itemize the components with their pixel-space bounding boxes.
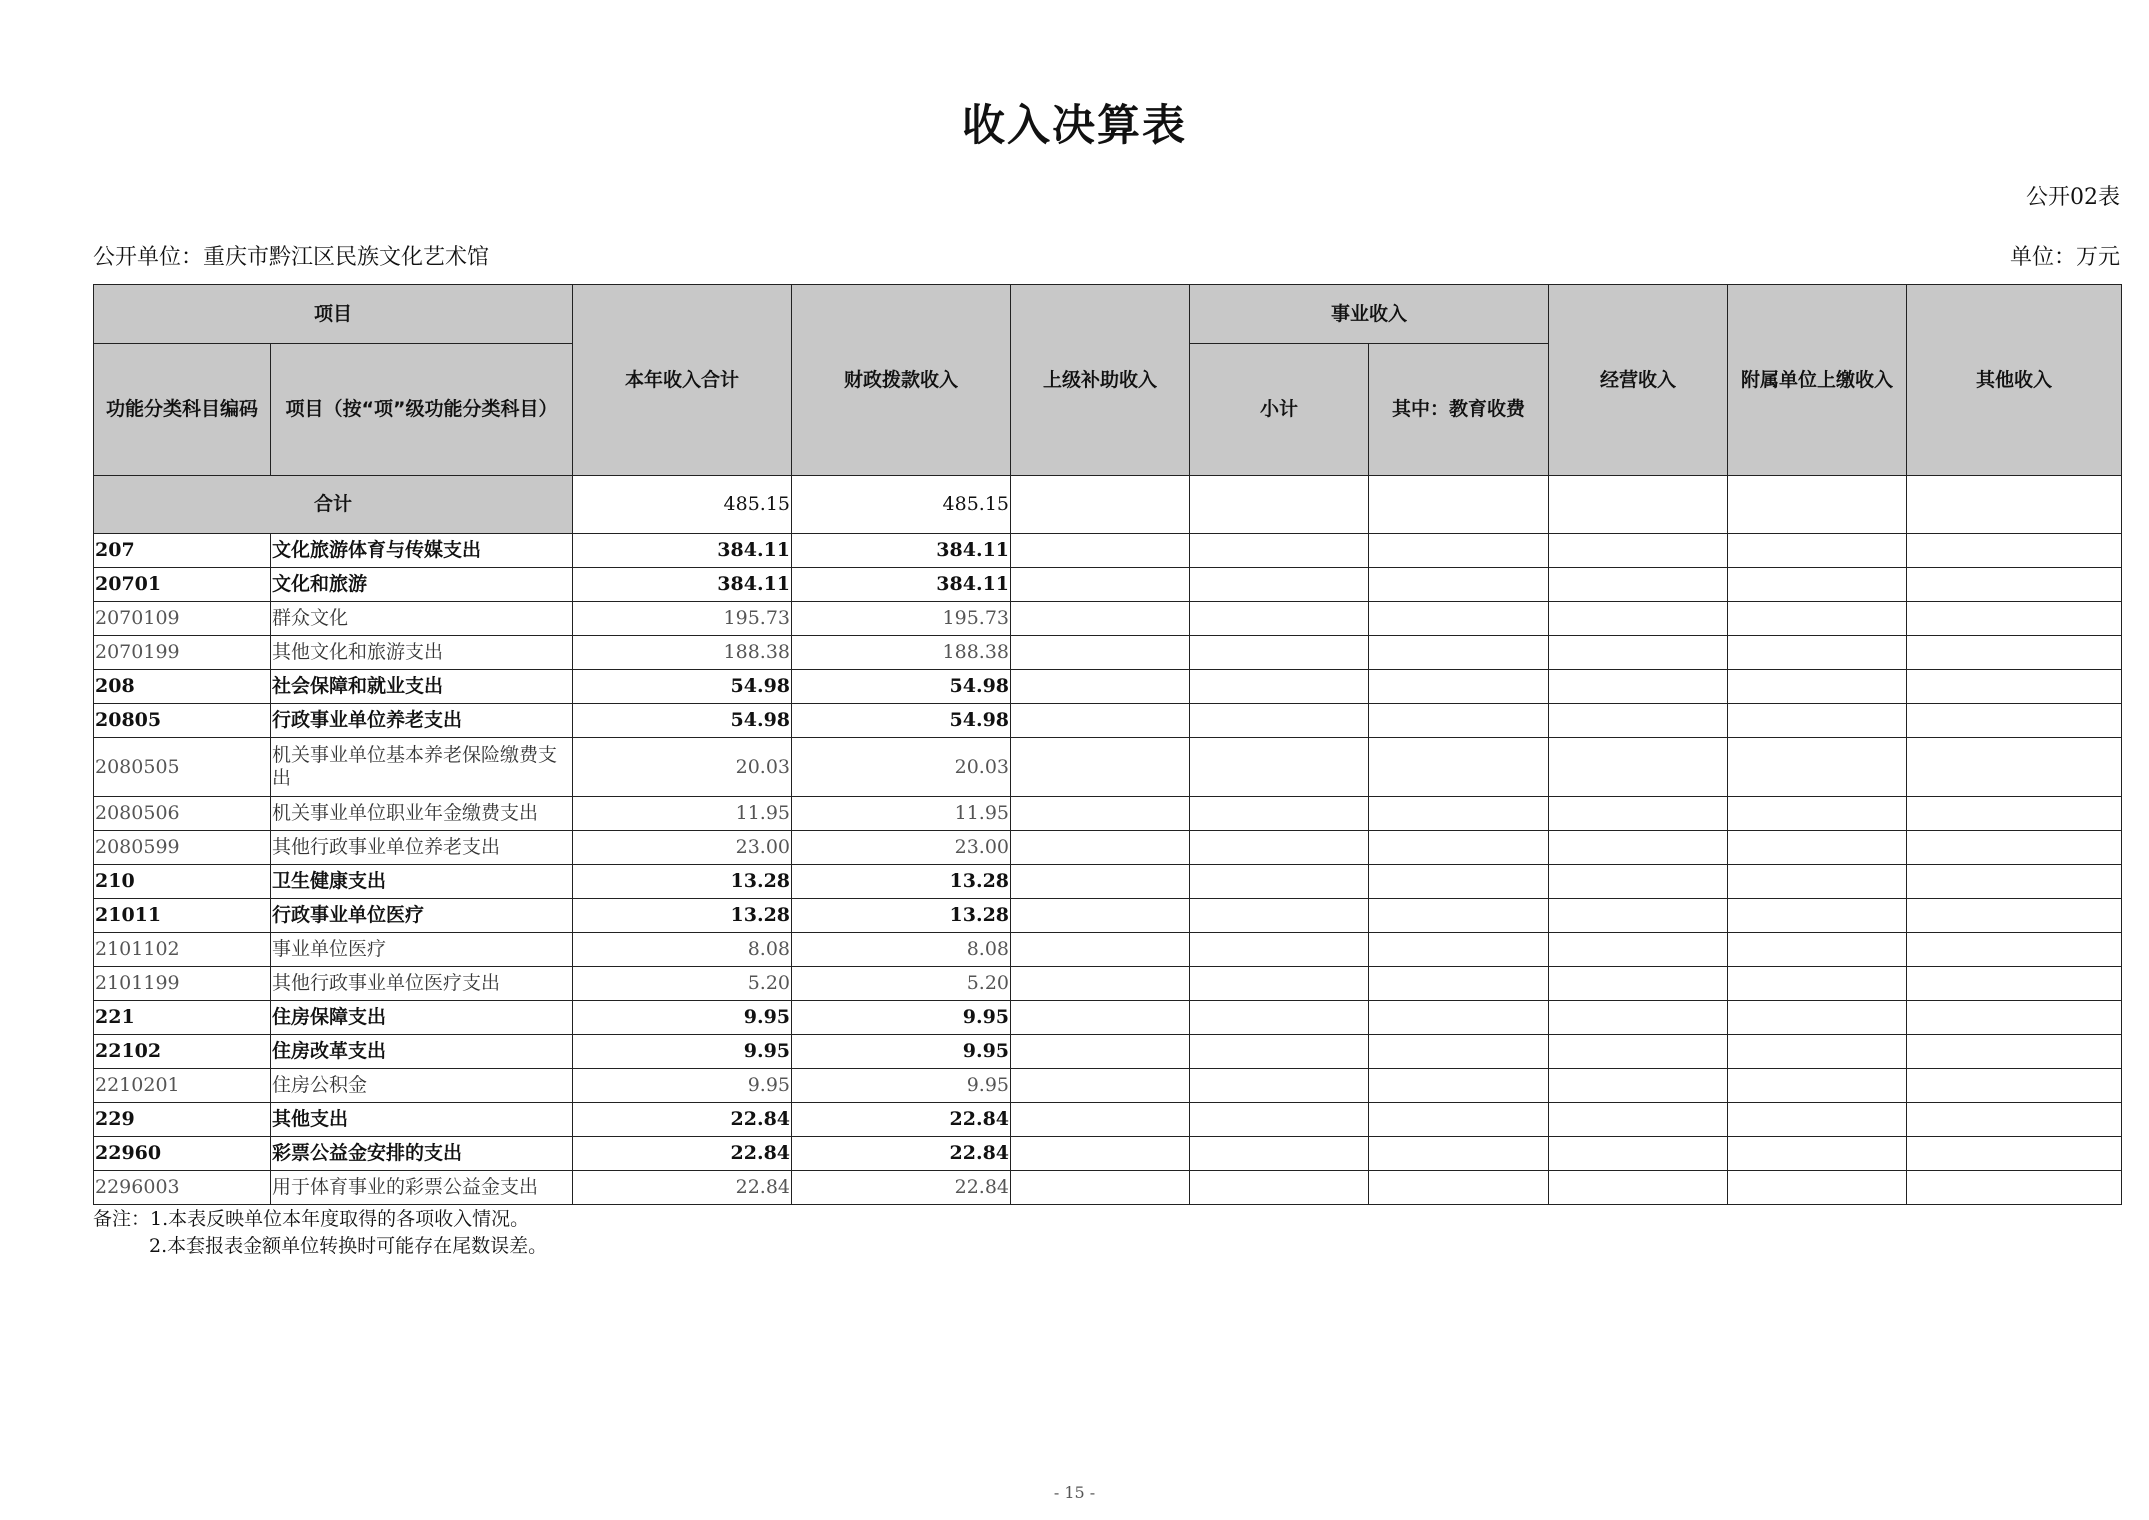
table-row xyxy=(94,1171,2122,1205)
empty-cell xyxy=(1907,602,2122,636)
total-income-cell: 54.98 xyxy=(573,704,792,738)
item-name-cell: 文化旅游体育与传媒支出 xyxy=(271,534,573,568)
total-income-cell: 11.95 xyxy=(573,797,792,831)
empty-cell xyxy=(1011,967,1190,1001)
code-cell: 229 xyxy=(94,1103,271,1137)
empty-cell xyxy=(1549,568,1728,602)
total-fiscal-cell: 485.15 xyxy=(792,476,1011,534)
item-name-cell: 群众文化 xyxy=(271,602,573,636)
empty-cell xyxy=(1011,831,1190,865)
table-row xyxy=(94,865,2122,899)
empty-cell xyxy=(1190,738,1369,797)
total-income-cell: 188.38 xyxy=(573,636,792,670)
form-number: 公开02表 xyxy=(2026,185,2120,210)
empty-cell xyxy=(1011,865,1190,899)
total-income-cell: 9.95 xyxy=(573,1069,792,1103)
empty-cell xyxy=(1907,534,2122,568)
empty-cell xyxy=(1728,1001,1907,1035)
empty-cell xyxy=(1190,899,1369,933)
code-cell: 22102 xyxy=(94,1035,271,1069)
empty-cell xyxy=(1549,797,1728,831)
fiscal-cell: 9.95 xyxy=(792,1069,1011,1103)
code-cell: 22960 xyxy=(94,1137,271,1171)
empty-cell xyxy=(1728,865,1907,899)
currency-unit: 单位：万元 xyxy=(2009,245,2120,270)
empty-cell xyxy=(1728,738,1907,797)
empty-cell xyxy=(1369,1001,1549,1035)
item-name-cell: 社会保障和就业支出 xyxy=(271,670,573,704)
table-row xyxy=(94,670,2122,704)
fiscal-cell: 195.73 xyxy=(792,602,1011,636)
item-name-cell: 住房公积金 xyxy=(271,1069,573,1103)
empty-cell xyxy=(1907,1069,2122,1103)
empty-cell xyxy=(1549,1069,1728,1103)
empty-cell xyxy=(1190,1069,1369,1103)
header-operating: 经营收入 xyxy=(1549,285,1728,476)
empty-cell xyxy=(1907,476,2122,534)
empty-cell xyxy=(1549,476,1728,534)
empty-cell xyxy=(1369,602,1549,636)
empty-cell xyxy=(1369,865,1549,899)
total-income-cell: 384.11 xyxy=(573,568,792,602)
empty-cell xyxy=(1190,636,1369,670)
total-income-cell: 9.95 xyxy=(573,1035,792,1069)
total-income-cell: 22.84 xyxy=(573,1137,792,1171)
empty-cell xyxy=(1549,534,1728,568)
empty-cell xyxy=(1549,933,1728,967)
empty-cell xyxy=(1011,899,1190,933)
header-education-fee: 其中：教育收费 xyxy=(1369,344,1549,476)
empty-cell xyxy=(1190,704,1369,738)
empty-cell xyxy=(1369,1069,1549,1103)
table-row xyxy=(94,568,2122,602)
table-row xyxy=(94,738,2122,797)
fiscal-cell: 54.98 xyxy=(792,670,1011,704)
total-income-cell: 13.28 xyxy=(573,899,792,933)
header-superior-subsidy: 上级补助收入 xyxy=(1011,285,1190,476)
table-row xyxy=(94,1137,2122,1171)
code-cell: 208 xyxy=(94,670,271,704)
item-name-cell: 彩票公益金安排的支出 xyxy=(271,1137,573,1171)
income-table xyxy=(93,284,2122,1205)
table-row xyxy=(94,831,2122,865)
empty-cell xyxy=(1369,738,1549,797)
fiscal-cell: 13.28 xyxy=(792,899,1011,933)
empty-cell xyxy=(1369,704,1549,738)
empty-cell xyxy=(1907,670,2122,704)
empty-cell xyxy=(1549,1171,1728,1205)
empty-cell xyxy=(1190,1035,1369,1069)
header-subtotal: 小计 xyxy=(1190,344,1369,476)
total-income-cell: 23.00 xyxy=(573,831,792,865)
code-cell: 2080506 xyxy=(94,797,271,831)
empty-cell xyxy=(1907,933,2122,967)
table-row xyxy=(94,1069,2122,1103)
empty-cell xyxy=(1190,933,1369,967)
item-name-cell: 行政事业单位医疗 xyxy=(271,899,573,933)
header-item: 项目（按“项”级功能分类科目） xyxy=(271,344,573,476)
empty-cell xyxy=(1190,865,1369,899)
empty-cell xyxy=(1549,967,1728,1001)
code-cell: 2080505 xyxy=(94,738,271,797)
empty-cell xyxy=(1190,797,1369,831)
total-income-cell: 485.15 xyxy=(573,476,792,534)
table-header xyxy=(94,285,2122,476)
empty-cell xyxy=(1369,967,1549,1001)
empty-cell xyxy=(1011,602,1190,636)
empty-cell xyxy=(1011,1069,1190,1103)
header-project-group: 项目 xyxy=(94,285,573,344)
empty-cell xyxy=(1369,1171,1549,1205)
empty-cell xyxy=(1011,1171,1190,1205)
empty-cell xyxy=(1369,636,1549,670)
empty-cell xyxy=(1369,831,1549,865)
total-income-cell: 22.84 xyxy=(573,1171,792,1205)
empty-cell xyxy=(1728,1035,1907,1069)
fiscal-cell: 22.84 xyxy=(792,1137,1011,1171)
fiscal-cell: 384.11 xyxy=(792,568,1011,602)
item-name-cell: 行政事业单位养老支出 xyxy=(271,704,573,738)
empty-cell xyxy=(1011,933,1190,967)
item-name-cell: 事业单位医疗 xyxy=(271,933,573,967)
header-fiscal: 财政拨款收入 xyxy=(792,285,1011,476)
empty-cell xyxy=(1190,1171,1369,1205)
code-cell: 221 xyxy=(94,1001,271,1035)
fiscal-cell: 384.11 xyxy=(792,534,1011,568)
empty-cell xyxy=(1549,602,1728,636)
empty-cell xyxy=(1369,1103,1549,1137)
table-row xyxy=(94,1103,2122,1137)
item-name-cell: 其他文化和旅游支出 xyxy=(271,636,573,670)
item-name-cell: 其他支出 xyxy=(271,1103,573,1137)
fiscal-cell: 54.98 xyxy=(792,704,1011,738)
empty-cell xyxy=(1728,1137,1907,1171)
empty-cell xyxy=(1907,1103,2122,1137)
empty-cell xyxy=(1907,636,2122,670)
empty-cell xyxy=(1549,1035,1728,1069)
empty-cell xyxy=(1369,1035,1549,1069)
empty-cell xyxy=(1728,1171,1907,1205)
total-income-cell: 13.28 xyxy=(573,865,792,899)
empty-cell xyxy=(1549,899,1728,933)
fiscal-cell: 8.08 xyxy=(792,933,1011,967)
header-total-income: 本年收入合计 xyxy=(573,285,792,476)
total-income-cell: 9.95 xyxy=(573,1001,792,1035)
empty-cell xyxy=(1011,670,1190,704)
empty-cell xyxy=(1907,1137,2122,1171)
fiscal-cell: 188.38 xyxy=(792,636,1011,670)
empty-cell xyxy=(1190,1137,1369,1171)
empty-cell xyxy=(1907,899,2122,933)
fiscal-cell: 11.95 xyxy=(792,797,1011,831)
table-row xyxy=(94,899,2122,933)
empty-cell xyxy=(1369,476,1549,534)
table-row xyxy=(94,534,2122,568)
empty-cell xyxy=(1190,670,1369,704)
fiscal-cell: 5.20 xyxy=(792,967,1011,1001)
code-cell: 210 xyxy=(94,865,271,899)
table-row xyxy=(94,602,2122,636)
empty-cell xyxy=(1728,797,1907,831)
empty-cell xyxy=(1011,534,1190,568)
total-label: 合计 xyxy=(94,476,573,534)
code-cell: 20701 xyxy=(94,568,271,602)
empty-cell xyxy=(1907,738,2122,797)
empty-cell xyxy=(1011,738,1190,797)
code-cell: 2101102 xyxy=(94,933,271,967)
empty-cell xyxy=(1011,1001,1190,1035)
table-row xyxy=(94,933,2122,967)
empty-cell xyxy=(1011,704,1190,738)
empty-cell xyxy=(1011,476,1190,534)
empty-cell xyxy=(1728,899,1907,933)
empty-cell xyxy=(1011,797,1190,831)
fiscal-cell: 22.84 xyxy=(792,1171,1011,1205)
table-body xyxy=(94,476,2122,1205)
empty-cell xyxy=(1728,568,1907,602)
empty-cell xyxy=(1011,636,1190,670)
table-row xyxy=(94,1001,2122,1035)
code-cell: 20805 xyxy=(94,704,271,738)
code-cell: 2101199 xyxy=(94,967,271,1001)
empty-cell xyxy=(1728,831,1907,865)
empty-cell xyxy=(1549,636,1728,670)
item-name-cell: 其他行政事业单位医疗支出 xyxy=(271,967,573,1001)
fiscal-cell: 20.03 xyxy=(792,738,1011,797)
empty-cell xyxy=(1549,1001,1728,1035)
empty-cell xyxy=(1907,568,2122,602)
empty-cell xyxy=(1728,933,1907,967)
empty-cell xyxy=(1728,967,1907,1001)
fiscal-cell: 22.84 xyxy=(792,1103,1011,1137)
header-code: 功能分类科目编码 xyxy=(94,344,271,476)
empty-cell xyxy=(1190,602,1369,636)
empty-cell xyxy=(1907,865,2122,899)
header-business-group: 事业收入 xyxy=(1190,285,1549,344)
header-other: 其他收入 xyxy=(1907,285,2122,476)
note-2: 2.本套报表金额单位转换时可能存在尾数误差。 xyxy=(149,1235,548,1257)
page-title: 收入决算表 xyxy=(962,101,1187,151)
code-cell: 21011 xyxy=(94,899,271,933)
empty-cell xyxy=(1907,967,2122,1001)
total-income-cell: 8.08 xyxy=(573,933,792,967)
empty-cell xyxy=(1907,797,2122,831)
empty-cell xyxy=(1907,831,2122,865)
code-cell: 2296003 xyxy=(94,1171,271,1205)
code-cell: 2070199 xyxy=(94,636,271,670)
item-name-cell: 住房保障支出 xyxy=(271,1001,573,1035)
empty-cell xyxy=(1728,670,1907,704)
table-row xyxy=(94,704,2122,738)
code-cell: 2070109 xyxy=(94,602,271,636)
empty-cell xyxy=(1907,1171,2122,1205)
empty-cell xyxy=(1549,865,1728,899)
empty-cell xyxy=(1190,568,1369,602)
empty-cell xyxy=(1728,1103,1907,1137)
empty-cell xyxy=(1369,933,1549,967)
empty-cell xyxy=(1190,1001,1369,1035)
empty-cell xyxy=(1728,1069,1907,1103)
empty-cell xyxy=(1011,1103,1190,1137)
empty-cell xyxy=(1011,1035,1190,1069)
empty-cell xyxy=(1549,670,1728,704)
total-income-cell: 20.03 xyxy=(573,738,792,797)
fiscal-cell: 9.95 xyxy=(792,1035,1011,1069)
fiscal-cell: 23.00 xyxy=(792,831,1011,865)
item-name-cell: 住房改革支出 xyxy=(271,1035,573,1069)
fiscal-cell: 13.28 xyxy=(792,865,1011,899)
empty-cell xyxy=(1728,476,1907,534)
fiscal-cell: 9.95 xyxy=(792,1001,1011,1035)
item-name-cell: 卫生健康支出 xyxy=(271,865,573,899)
total-income-cell: 384.11 xyxy=(573,534,792,568)
empty-cell xyxy=(1190,476,1369,534)
total-income-cell: 5.20 xyxy=(573,967,792,1001)
empty-cell xyxy=(1549,831,1728,865)
item-name-cell: 机关事业单位基本养老保险缴费支出 xyxy=(271,738,573,797)
table-row xyxy=(94,967,2122,1001)
empty-cell xyxy=(1549,704,1728,738)
empty-cell xyxy=(1369,1137,1549,1171)
total-row xyxy=(94,476,2122,534)
empty-cell xyxy=(1549,1103,1728,1137)
code-cell: 207 xyxy=(94,534,271,568)
empty-cell xyxy=(1549,738,1728,797)
item-name-cell: 其他行政事业单位养老支出 xyxy=(271,831,573,865)
item-name-cell: 文化和旅游 xyxy=(271,568,573,602)
empty-cell xyxy=(1728,534,1907,568)
empty-cell xyxy=(1907,1001,2122,1035)
table-row xyxy=(94,797,2122,831)
total-income-cell: 22.84 xyxy=(573,1103,792,1137)
total-income-cell: 195.73 xyxy=(573,602,792,636)
code-cell: 2080599 xyxy=(94,831,271,865)
empty-cell xyxy=(1728,704,1907,738)
header-affiliated: 附属单位上缴收入 xyxy=(1728,285,1907,476)
empty-cell xyxy=(1369,534,1549,568)
empty-cell xyxy=(1728,602,1907,636)
empty-cell xyxy=(1190,967,1369,1001)
empty-cell xyxy=(1011,1137,1190,1171)
empty-cell xyxy=(1907,704,2122,738)
empty-cell xyxy=(1190,1103,1369,1137)
reporting-unit: 公开单位：重庆市黔江区民族文化艺术馆 xyxy=(93,245,490,270)
table-row xyxy=(94,1035,2122,1069)
empty-cell xyxy=(1369,797,1549,831)
empty-cell xyxy=(1190,831,1369,865)
empty-cell xyxy=(1907,1035,2122,1069)
empty-cell xyxy=(1728,636,1907,670)
empty-cell xyxy=(1369,568,1549,602)
total-income-cell: 54.98 xyxy=(573,670,792,704)
empty-cell xyxy=(1369,670,1549,704)
empty-cell xyxy=(1011,568,1190,602)
page-number: - 15 - xyxy=(1053,1483,1096,1502)
empty-cell xyxy=(1369,899,1549,933)
empty-cell xyxy=(1549,1137,1728,1171)
table-row xyxy=(94,636,2122,670)
item-name-cell: 用于体育事业的彩票公益金支出 xyxy=(271,1171,573,1205)
item-name-cell: 机关事业单位职业年金缴费支出 xyxy=(271,797,573,831)
code-cell: 2210201 xyxy=(94,1069,271,1103)
empty-cell xyxy=(1190,534,1369,568)
note-1: 备注：1.本表反映单位本年度取得的各项收入情况。 xyxy=(93,1208,530,1230)
